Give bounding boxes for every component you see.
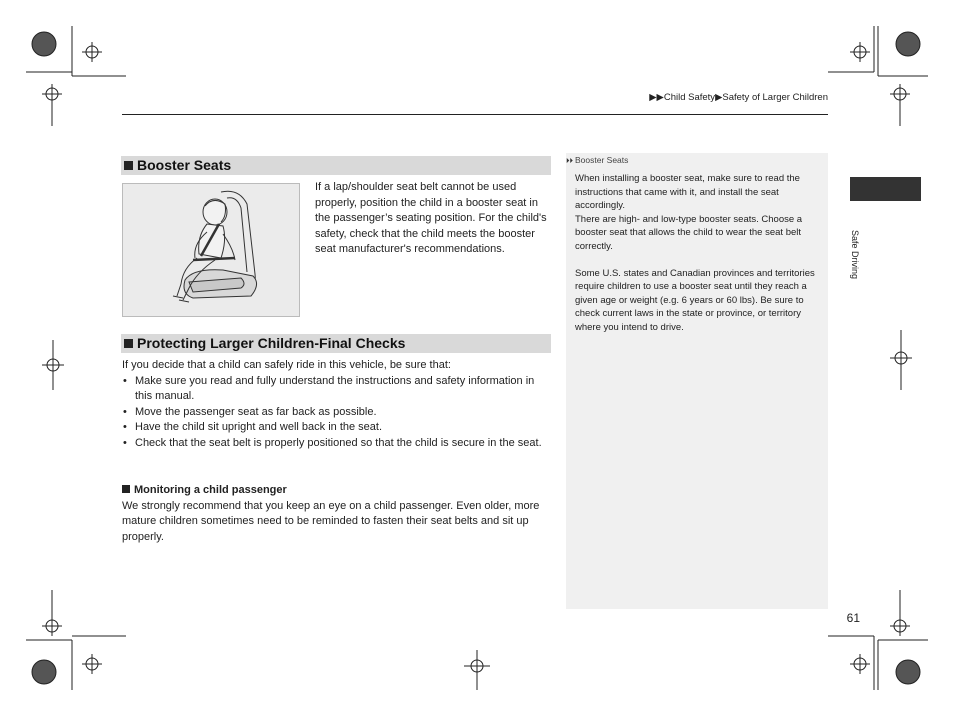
monitoring-text: We strongly recommend that you keep an eye on a child passenger. Even older, more mature children sometimes need to be reminded to fasten their seat belts and sit up properly. [122,499,540,543]
sidenote-panel [566,153,828,609]
chapter-tab-label[interactable]: Safe Driving [850,230,860,280]
reference-arrow-icon: ⏵⏵ [566,158,573,165]
section-heading-booster-seats: Booster Seats [121,156,551,175]
crop-mark-mid-right [890,330,912,390]
sidenote-paragraph: There are high- and low-type booster seats. Choose a booster seat that allows the child to wear the seat belt correctly. [575,213,803,252]
crop-mark-top-right [828,26,928,136]
crop-mark-bottom-left [26,590,136,700]
page-number: 61 [846,611,860,625]
sidenote-paragraph: Some U.S. states and Canadian provinces and territories require children to use a booster seat until they reach a given age or weight (e.g. 6 years or 60 lbs). Be sure to check current laws in the state or province, or territory where you intend to drive. [575,267,815,333]
final-checks-intro: If you decide that a child can safely ride in this vehicle, be sure that: [122,359,451,371]
monitoring-section [122,483,552,545]
bullet-icon: • [123,421,127,433]
breadcrumb-item-larger-children[interactable]: Safety of Larger Children [722,92,828,103]
square-bullet-icon [124,339,133,348]
breadcrumb-separator: ▶ [715,92,723,103]
list-item: • Make sure you read and fully understand the instructions and safety information in this manual. [123,374,535,402]
sidenote-text [575,172,823,334]
header-rule [122,114,828,115]
final-checks-list [122,358,552,451]
list-item: • Check that the seat belt is properly positioned so that the child is secure in the seat. [122,436,552,452]
list-item: • Have the child sit upright and well back in the seat. [122,420,552,436]
sidenote-title[interactable]: ⏵⏵ Booster Seats [566,155,629,165]
square-bullet-icon [122,485,130,493]
section-heading-final-checks: Protecting Larger Children-Final Checks [121,334,551,353]
square-bullet-icon [124,161,133,170]
breadcrumb [560,92,828,103]
sidenote-paragraph: When installing a booster seat, make sure to read the instructions that came with it, and install the seat accordingly. [575,173,800,211]
breadcrumb-item-child-safety[interactable]: Child Safety [663,92,716,103]
crop-mark-bottom-center [464,650,490,690]
crop-mark-bottom-right [828,590,928,700]
booster-seat-illustration [122,183,300,317]
chapter-tab[interactable] [850,177,921,201]
monitoring-heading: Monitoring a child passenger [122,483,552,499]
list-item: • Move the passenger seat as far back as possible. [122,405,552,421]
booster-paragraph: If a lap/shoulder seat belt cannot be used properly, position the child in a booster seat in the passenger’s seating position. For the child's safety, check that the child meets the booster seat manufacturer's recommendations. [315,181,547,255]
breadcrumb-arrows: ▶▶ [649,92,664,103]
bullet-icon: • [123,405,127,418]
crop-mark-top-left [26,26,136,136]
crop-mark-mid-left [42,340,64,390]
bullet-icon: • [123,374,127,387]
bullet-icon: • [123,436,127,449]
